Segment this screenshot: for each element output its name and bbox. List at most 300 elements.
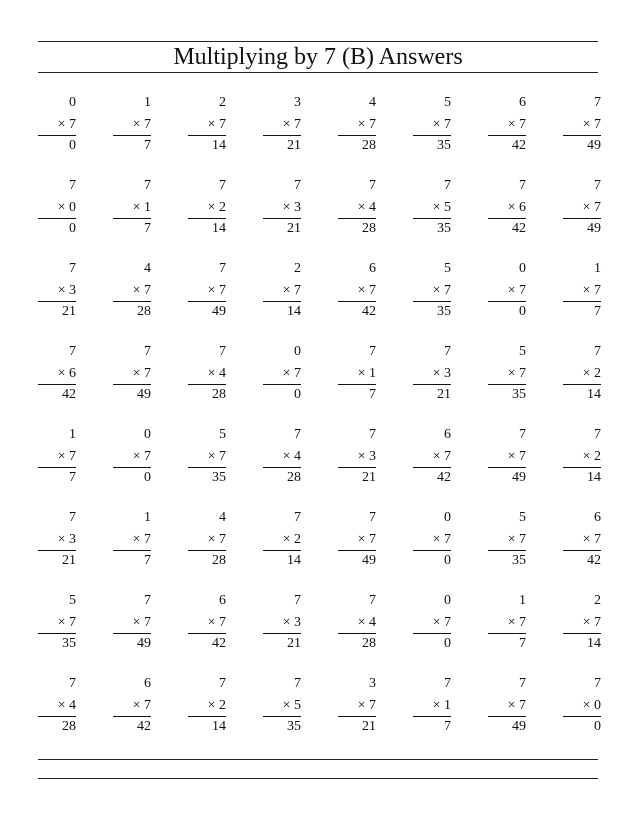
multiplicand: 6 (519, 95, 526, 110)
multiplicand: 5 (519, 510, 526, 525)
problem (113, 343, 151, 407)
answer: 0 (294, 387, 301, 402)
multiplier-line (283, 614, 301, 632)
multiplicand: 7 (369, 178, 376, 193)
multiplier-line (58, 282, 76, 300)
answer-rule (338, 550, 376, 551)
problem (413, 592, 451, 656)
answer: 42 (362, 304, 376, 319)
multiplier: 7 (144, 532, 151, 547)
multiplier: 7 (144, 698, 151, 713)
multiplier: 7 (294, 117, 301, 132)
times-sign: × (57, 117, 66, 132)
answer: 49 (137, 636, 151, 651)
times-sign: × (582, 449, 591, 464)
problem (413, 94, 451, 158)
multiplier-line (208, 448, 226, 466)
times-sign: × (282, 449, 291, 464)
multiplier: 7 (594, 200, 601, 215)
footer-rule-upper (38, 759, 598, 760)
times-sign: × (357, 615, 366, 630)
answer-rule (338, 384, 376, 385)
multiplier: 0 (69, 200, 76, 215)
answer: 49 (512, 470, 526, 485)
multiplier: 7 (594, 615, 601, 630)
multiplier: 7 (519, 532, 526, 547)
multiplier-line (433, 614, 451, 632)
multiplicand: 7 (594, 676, 601, 691)
times-sign: × (282, 615, 291, 630)
answer-rule (263, 218, 301, 219)
multiplier-line (508, 531, 526, 549)
multiplier-line (58, 448, 76, 466)
answer-rule (188, 467, 226, 468)
times-sign: × (357, 532, 366, 547)
problem (488, 260, 526, 324)
problem (113, 426, 151, 490)
answer-rule (263, 467, 301, 468)
multiplier-line (283, 365, 301, 383)
multiplier-line (508, 697, 526, 715)
times-sign: × (132, 615, 141, 630)
multiplier: 7 (519, 283, 526, 298)
problem (38, 177, 76, 241)
problem (188, 592, 226, 656)
times-sign: × (432, 117, 441, 132)
problem (488, 675, 526, 739)
times-sign: × (282, 366, 291, 381)
multiplier: 7 (444, 449, 451, 464)
problem (38, 426, 76, 490)
multiplicand: 5 (219, 427, 226, 442)
answer-rule (113, 301, 151, 302)
problem (488, 592, 526, 656)
problem (263, 177, 301, 241)
multiplier: 1 (444, 698, 451, 713)
times-sign: × (507, 698, 516, 713)
answer-rule (38, 467, 76, 468)
multiplier-line (283, 531, 301, 549)
answer: 49 (512, 719, 526, 734)
multiplicand: 7 (69, 261, 76, 276)
answer: 7 (144, 553, 151, 568)
answer: 7 (369, 387, 376, 402)
multiplier: 7 (219, 532, 226, 547)
multiplier-line (208, 199, 226, 217)
problem (413, 260, 451, 324)
answer-rule (488, 384, 526, 385)
multiplicand: 7 (594, 95, 601, 110)
multiplier-line (58, 365, 76, 383)
multiplier-line (433, 365, 451, 383)
times-sign: × (507, 366, 516, 381)
times-sign: × (357, 449, 366, 464)
answer: 35 (287, 719, 301, 734)
multiplier-line (433, 531, 451, 549)
problem-row (0, 592, 638, 662)
times-sign: × (132, 698, 141, 713)
multiplier-line (358, 282, 376, 300)
answer-rule (563, 550, 601, 551)
multiplier: 7 (144, 615, 151, 630)
multiplier: 3 (69, 283, 76, 298)
times-sign: × (207, 283, 216, 298)
answer: 28 (362, 138, 376, 153)
times-sign: × (132, 532, 141, 547)
multiplicand: 7 (369, 593, 376, 608)
answer-rule (338, 467, 376, 468)
answer-rule (263, 301, 301, 302)
multiplier: 7 (519, 615, 526, 630)
answer-rule (488, 218, 526, 219)
multiplier: 3 (444, 366, 451, 381)
multiplier: 7 (144, 449, 151, 464)
multiplier: 2 (294, 532, 301, 547)
problem (413, 426, 451, 490)
problem-row (0, 177, 638, 247)
multiplicand: 7 (519, 178, 526, 193)
times-sign: × (282, 283, 291, 298)
multiplier-line (283, 282, 301, 300)
times-sign: × (357, 200, 366, 215)
multiplier: 2 (219, 200, 226, 215)
multiplicand: 0 (69, 95, 76, 110)
problem (38, 592, 76, 656)
multiplicand: 7 (294, 676, 301, 691)
multiplier-line (133, 531, 151, 549)
answer-rule (413, 218, 451, 219)
times-sign: × (207, 532, 216, 547)
answer-rule (563, 467, 601, 468)
times-sign: × (357, 117, 366, 132)
multiplicand: 7 (594, 427, 601, 442)
times-sign: × (282, 117, 291, 132)
problem-row (0, 343, 638, 413)
times-sign: × (432, 532, 441, 547)
multiplier: 7 (519, 449, 526, 464)
answer: 21 (287, 221, 301, 236)
problem (488, 343, 526, 407)
multiplier-line (283, 116, 301, 134)
answer: 21 (287, 138, 301, 153)
multiplicand: 7 (594, 344, 601, 359)
answer: 0 (594, 719, 601, 734)
multiplicand: 2 (219, 95, 226, 110)
answer-rule (113, 218, 151, 219)
problem (488, 509, 526, 573)
multiplier: 7 (69, 449, 76, 464)
answer: 35 (437, 221, 451, 236)
problem (113, 260, 151, 324)
answer-rule (263, 550, 301, 551)
times-sign: × (582, 532, 591, 547)
multiplicand: 7 (294, 593, 301, 608)
answer-rule (188, 301, 226, 302)
answer-rule (188, 633, 226, 634)
multiplier: 4 (219, 366, 226, 381)
answer-rule (488, 633, 526, 634)
problem (38, 94, 76, 158)
times-sign: × (582, 283, 591, 298)
answer: 7 (519, 636, 526, 651)
multiplicand: 0 (444, 510, 451, 525)
problem (413, 343, 451, 407)
times-sign: × (282, 200, 291, 215)
multiplier: 7 (369, 283, 376, 298)
title-bottom-rule (38, 72, 598, 73)
multiplicand: 7 (594, 178, 601, 193)
problem (263, 426, 301, 490)
multiplicand: 2 (594, 593, 601, 608)
answer: 42 (62, 387, 76, 402)
times-sign: × (357, 698, 366, 713)
multiplier: 7 (219, 449, 226, 464)
answer-rule (338, 633, 376, 634)
multiplier-line (283, 697, 301, 715)
answer-rule (488, 467, 526, 468)
answer: 28 (137, 304, 151, 319)
times-sign: × (207, 449, 216, 464)
problem (563, 675, 601, 739)
multiplier-line (358, 116, 376, 134)
answer-rule (488, 716, 526, 717)
multiplier: 7 (294, 283, 301, 298)
answer: 28 (212, 553, 226, 568)
problem (263, 592, 301, 656)
times-sign: × (132, 366, 141, 381)
multiplier: 7 (519, 366, 526, 381)
answer-rule (338, 218, 376, 219)
multiplier-line (433, 697, 451, 715)
multiplier: 7 (294, 366, 301, 381)
multiplicand: 5 (444, 261, 451, 276)
problem (338, 343, 376, 407)
answer-rule (488, 135, 526, 136)
multiplicand: 7 (444, 344, 451, 359)
times-sign: × (132, 283, 141, 298)
multiplier-line (133, 365, 151, 383)
answer: 35 (212, 470, 226, 485)
multiplier-line (208, 365, 226, 383)
times-sign: × (57, 615, 66, 630)
answer: 14 (587, 636, 601, 651)
multiplier-line (433, 116, 451, 134)
answer-rule (113, 135, 151, 136)
multiplicand: 4 (144, 261, 151, 276)
multiplier-line (433, 282, 451, 300)
times-sign: × (207, 117, 216, 132)
times-sign: × (357, 283, 366, 298)
multiplicand: 2 (294, 261, 301, 276)
multiplier: 7 (144, 117, 151, 132)
problem (338, 509, 376, 573)
multiplicand: 6 (594, 510, 601, 525)
multiplier-line (358, 199, 376, 217)
multiplicand: 6 (369, 261, 376, 276)
problem-row (0, 260, 638, 330)
answer-rule (413, 384, 451, 385)
multiplicand: 7 (519, 676, 526, 691)
problem (563, 343, 601, 407)
answer: 7 (144, 221, 151, 236)
answer-rule (38, 633, 76, 634)
answer: 21 (437, 387, 451, 402)
multiplicand: 7 (369, 510, 376, 525)
multiplier: 7 (444, 283, 451, 298)
multiplier-line (133, 282, 151, 300)
answer: 35 (62, 636, 76, 651)
multiplier: 7 (444, 117, 451, 132)
multiplier-line (208, 282, 226, 300)
answer-rule (488, 301, 526, 302)
multiplicand: 0 (144, 427, 151, 442)
multiplier-line (583, 365, 601, 383)
answer-rule (338, 135, 376, 136)
problem (113, 94, 151, 158)
multiplicand: 7 (144, 593, 151, 608)
multiplicand: 4 (369, 95, 376, 110)
multiplier: 7 (369, 698, 376, 713)
multiplier: 7 (219, 615, 226, 630)
answer: 0 (444, 553, 451, 568)
times-sign: × (282, 698, 291, 713)
problem (488, 177, 526, 241)
multiplier: 7 (144, 283, 151, 298)
answer-rule (338, 301, 376, 302)
answer: 21 (62, 553, 76, 568)
multiplier: 0 (594, 698, 601, 713)
multiplier: 7 (519, 117, 526, 132)
multiplier-line (583, 448, 601, 466)
multiplier-line (358, 614, 376, 632)
problem (413, 177, 451, 241)
problem (263, 675, 301, 739)
problem (188, 675, 226, 739)
times-sign: × (432, 283, 441, 298)
answer-rule (338, 716, 376, 717)
multiplicand: 7 (69, 344, 76, 359)
multiplicand: 7 (219, 178, 226, 193)
multiplicand: 6 (219, 593, 226, 608)
multiplicand: 7 (219, 676, 226, 691)
times-sign: × (207, 200, 216, 215)
multiplier-line (358, 365, 376, 383)
answer-rule (38, 384, 76, 385)
multiplier: 4 (369, 200, 376, 215)
problem (113, 592, 151, 656)
times-sign: × (57, 200, 66, 215)
multiplicand: 7 (294, 178, 301, 193)
answer-rule (413, 716, 451, 717)
problem (563, 94, 601, 158)
multiplier-line (133, 448, 151, 466)
problem (413, 509, 451, 573)
times-sign: × (132, 200, 141, 215)
problem (263, 509, 301, 573)
multiplier-line (508, 282, 526, 300)
multiplier: 7 (144, 366, 151, 381)
multiplicand: 5 (69, 593, 76, 608)
times-sign: × (507, 283, 516, 298)
times-sign: × (207, 615, 216, 630)
answer-rule (563, 633, 601, 634)
answer: 35 (437, 304, 451, 319)
answer: 7 (69, 470, 76, 485)
page-title: Multiplying by 7 (B) Answers (173, 44, 463, 70)
times-sign: × (357, 366, 366, 381)
answer: 21 (362, 470, 376, 485)
times-sign: × (507, 200, 516, 215)
multiplicand: 0 (444, 593, 451, 608)
times-sign: × (207, 366, 216, 381)
answer-rule (113, 384, 151, 385)
answer: 14 (287, 553, 301, 568)
multiplicand: 3 (294, 95, 301, 110)
problem (338, 177, 376, 241)
answer-rule (413, 550, 451, 551)
multiplier-line (508, 199, 526, 217)
times-sign: × (432, 698, 441, 713)
multiplier: 7 (69, 615, 76, 630)
problem (563, 260, 601, 324)
answer: 14 (212, 719, 226, 734)
answer: 49 (362, 553, 376, 568)
multiplicand: 7 (219, 261, 226, 276)
multiplier: 4 (69, 698, 76, 713)
answer-rule (188, 550, 226, 551)
multiplier-line (583, 116, 601, 134)
answer-rule (413, 301, 451, 302)
answer: 21 (362, 719, 376, 734)
multiplier-line (358, 531, 376, 549)
problem (488, 426, 526, 490)
multiplier: 7 (219, 117, 226, 132)
answer-rule (38, 301, 76, 302)
answer-rule (38, 218, 76, 219)
multiplier-line (433, 448, 451, 466)
times-sign: × (132, 117, 141, 132)
answer: 28 (287, 470, 301, 485)
footer-rule-lower (38, 778, 598, 779)
problem (113, 675, 151, 739)
multiplier-line (208, 697, 226, 715)
answer-rule (188, 218, 226, 219)
answer-rule (113, 467, 151, 468)
multiplicand: 1 (594, 261, 601, 276)
multiplier: 2 (219, 698, 226, 713)
multiplicand: 6 (144, 676, 151, 691)
multiplier-line (508, 116, 526, 134)
answer-rule (113, 550, 151, 551)
answer: 0 (519, 304, 526, 319)
multiplier-line (508, 365, 526, 383)
answer-rule (38, 550, 76, 551)
answer: 21 (62, 304, 76, 319)
multiplier: 7 (219, 283, 226, 298)
multiplier-line (133, 199, 151, 217)
answer-rule (113, 633, 151, 634)
multiplier: 2 (594, 366, 601, 381)
multiplier-line (133, 614, 151, 632)
answer: 14 (587, 470, 601, 485)
answer: 7 (594, 304, 601, 319)
answer: 14 (212, 138, 226, 153)
multiplier-line (583, 614, 601, 632)
multiplier-line (283, 199, 301, 217)
answer: 35 (437, 138, 451, 153)
answer-rule (263, 384, 301, 385)
multiplier: 7 (594, 117, 601, 132)
